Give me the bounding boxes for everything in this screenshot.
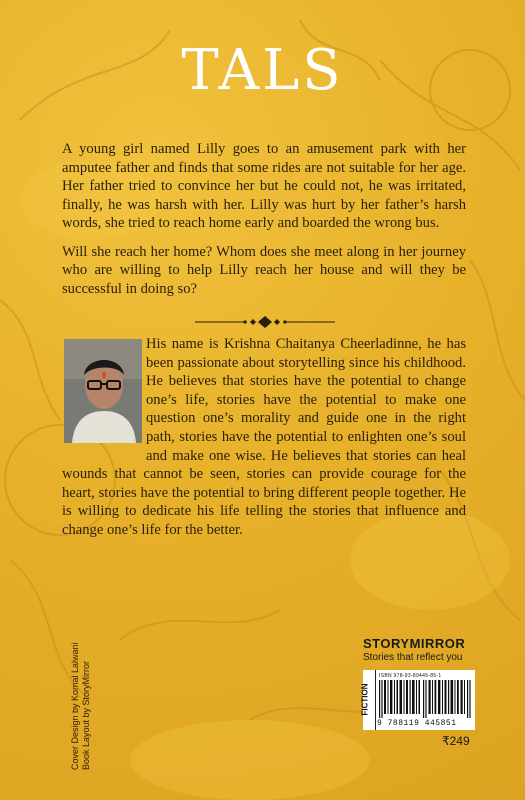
design-credits [70,642,92,770]
price-label: ₹249 [442,734,470,748]
publisher-logo [363,636,473,663]
book-title: TALS [181,38,344,103]
isbn-label: ISBN 978-93-89445-85-1 [379,673,442,679]
ornamental-divider [195,315,335,329]
barcode-icon [379,680,471,718]
author-bio [62,335,466,540]
book-layout-credit: Book Layout by StoryMirror [81,660,91,770]
publisher-brand: STORYMIRROR [363,636,466,651]
story-blurb [62,140,466,308]
photo-wrap-spacer [62,335,146,447]
blurb-paragraph-1: A young girl named Lilly goes to an amusement park with her amputee father and finds that some rides are not suitable for her age. Her father tried to convince her but he could not, he was irritated, finally, he was harsh with her. Lilly was hurt by her father’s harsh words, she tried to reach home early and boarded the wrong bus. [62,141,466,231]
isbn-number: 9 788119 445851 [377,719,457,728]
genre-label: FICTION [360,683,370,716]
blurb-paragraph-2: Will she reach her home? Whom does she meet along in her journey who are willing to help Lilly reach her house and will they be successful in doing so? [62,243,466,297]
cover-design-credit: Cover Design by Komal Lalwani [70,642,80,770]
barcode-panel [360,670,475,730]
publisher-tagline: Stories that reflect you [363,652,463,663]
author-bio-text: His name is Krishna Chaitanya Cheerladinne, he has been passionate about storytelling since his childhood. He believes that stories have the potential to change one’s life, stories have the potential to make one question one’s morality and guide one in the right path, stories have the potential to enlighten one’s soul and make one wise. He believes that stories can heal wounds that cannot be seen, stories can provide courage for the heart, stories have the potential to bring different people together. He is willing to dedicate his life telling the stories that influence and change one’s life for the better. [62,336,466,538]
